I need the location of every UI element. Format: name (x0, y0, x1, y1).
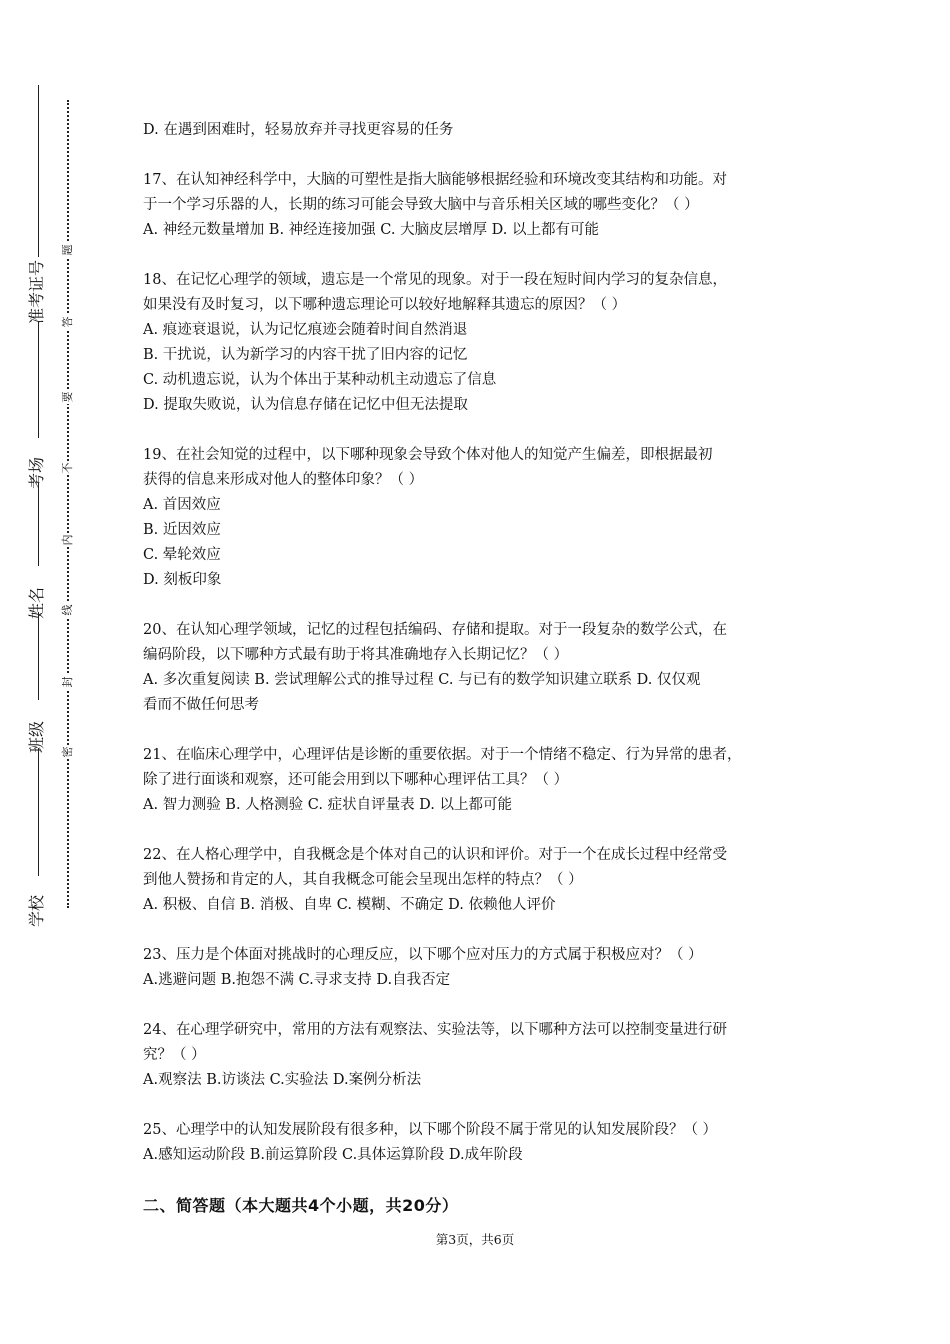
question-text: 17、在认知神经科学中，大脑的可塑性是指大脑能够根据经验和环境改变其结构和功能。对 (143, 172, 727, 188)
question-22 (143, 843, 813, 918)
question-text: 除了进行面谈和观察，还可能会用到以下哪种心理评估工具？（ ） (143, 772, 569, 788)
question-20 (143, 618, 813, 718)
seal-char: 线 (61, 604, 74, 616)
option: A. 首因效应 (143, 497, 221, 513)
question-24 (143, 1018, 813, 1093)
question-text: 获得的信息来形成对他人的整体印象？（ ） (143, 472, 424, 488)
question-text: 18、在记忆心理学的领域，遗忘是一个常见的现象。对于一段在短时间内学习的复杂信息， (143, 272, 727, 288)
option: A. 痕迹衰退说，认为记忆痕迹会随着时间自然消退 (143, 322, 468, 338)
option: D. 提取失败说，认为信息存储在记忆中但无法提取 (143, 397, 468, 413)
option: A. 神经元数量增加 B. 神经连接加强 C. 大脑皮层增厚 D. 以上都有可能 (143, 222, 600, 238)
field-label-exam-room: 考场 (27, 456, 46, 489)
field-label-name: 姓名 (27, 586, 46, 619)
question-text: 于一个学习乐器的人，长期的练习可能会导致大脑中与音乐相关区域的哪些变化？（ ） (143, 197, 699, 213)
question-text: 22、在人格心理学中，自我概念是个体对自己的认识和评价。对于一个在成长过程中经常受 (143, 847, 727, 863)
seal-char: 密 (61, 746, 74, 758)
question-16-tail (143, 118, 813, 143)
name-line[interactable] (38, 482, 39, 566)
option: A. 积极、自信 B. 消极、自卑 C. 模糊、不确定 D. 依赖他人评价 (143, 897, 556, 913)
question-23 (143, 943, 813, 993)
question-17 (143, 168, 813, 243)
field-label-school: 学校 (27, 894, 46, 927)
option: A.逃避问题 B.抱怨不满 C.寻求支持 D.自我否定 (143, 972, 451, 988)
question-text: 如果没有及时复习，以下哪种遗忘理论可以较好地解释其遗忘的原因？（ ） (143, 297, 627, 313)
field-label-class: 班级 (27, 720, 46, 753)
option: 看而不做任何思考 (143, 697, 259, 713)
option: C. 晕轮效应 (143, 547, 221, 563)
question-21 (143, 743, 813, 818)
school-line[interactable] (38, 748, 39, 876)
question-text: 24、在心理学研究中，常用的方法有观察法、实验法等，以下哪种方法可以控制变量进行研 (143, 1022, 727, 1038)
question-text: 编码阶段，以下哪种方式最有助于将其准确地存入长期记忆？（ ） (143, 647, 569, 663)
question-text: 21、在临床心理学中，心理评估是诊断的重要依据。对于一个情绪不稳定、行为异常的患者， (143, 747, 742, 763)
seal-char: 题 (61, 244, 74, 256)
seal-char: 封 (61, 676, 74, 688)
question-18 (143, 268, 813, 418)
question-text: 究？（ ） (143, 1047, 206, 1063)
class-line[interactable] (38, 612, 39, 700)
option: A.观察法 B.访谈法 C.实验法 D.案例分析法 (143, 1072, 422, 1088)
option: A.感知运动阶段 B.前运算阶段 C.具体运算阶段 D.成年阶段 (143, 1147, 523, 1163)
seal-dotted-line (67, 100, 69, 908)
option: D. 在遇到困难时，轻易放弃并寻找更容易的任务 (143, 122, 454, 138)
seal-char: 内 (61, 534, 74, 546)
option: A. 多次重复阅读 B. 尝试理解公式的推导过程 C. 与已有的数学知识建立联系 D. 仅仅观 (143, 672, 701, 688)
question-text: 到他人赞扬和肯定的人，其自我概念可能会呈现出怎样的特点？（ ） (143, 872, 583, 888)
question-text: 19、在社会知觉的过程中，以下哪种现象会导致个体对他人的知觉产生偏差，即根据最初 (143, 447, 713, 463)
seal-char: 要 (61, 391, 74, 403)
field-label-exam-number: 准考证号 (27, 259, 46, 324)
question-19 (143, 443, 813, 593)
seal-char: 答 (61, 316, 74, 328)
question-text: 23、压力是个体面对挑战时的心理反应，以下哪个应对压力的方式属于积极应对？（ ） (143, 947, 703, 963)
seal-char: 不 (61, 462, 74, 474)
option: D. 刻板印象 (143, 572, 222, 588)
question-25 (143, 1118, 813, 1168)
section-title: 二、简答题（本大题共4个小题，共20分） (143, 1196, 459, 1215)
option: B. 近因效应 (143, 522, 221, 538)
exam-room-line[interactable] (38, 322, 39, 438)
question-text: 25、心理学中的认知发展阶段有很多种，以下哪个阶段不属于常见的认知发展阶段？（ ） (143, 1122, 718, 1138)
page-footer: 第3页，共6页 (435, 1232, 515, 1247)
option: B. 干扰说，认为新学习的内容干扰了旧内容的记忆 (143, 347, 468, 363)
option: A. 智力测验 B. 人格测验 C. 症状自评量表 D. 以上都可能 (143, 797, 513, 813)
question-content (143, 118, 813, 1218)
binding-margin (0, 0, 90, 1344)
question-text: 20、在认知心理学领域，记忆的过程包括编码、存储和提取。对于一段复杂的数学公式，在 (143, 622, 727, 638)
option: C. 动机遗忘说，认为个体出于某种动机主动遗忘了信息 (143, 372, 497, 388)
exam-number-line[interactable] (38, 85, 39, 257)
